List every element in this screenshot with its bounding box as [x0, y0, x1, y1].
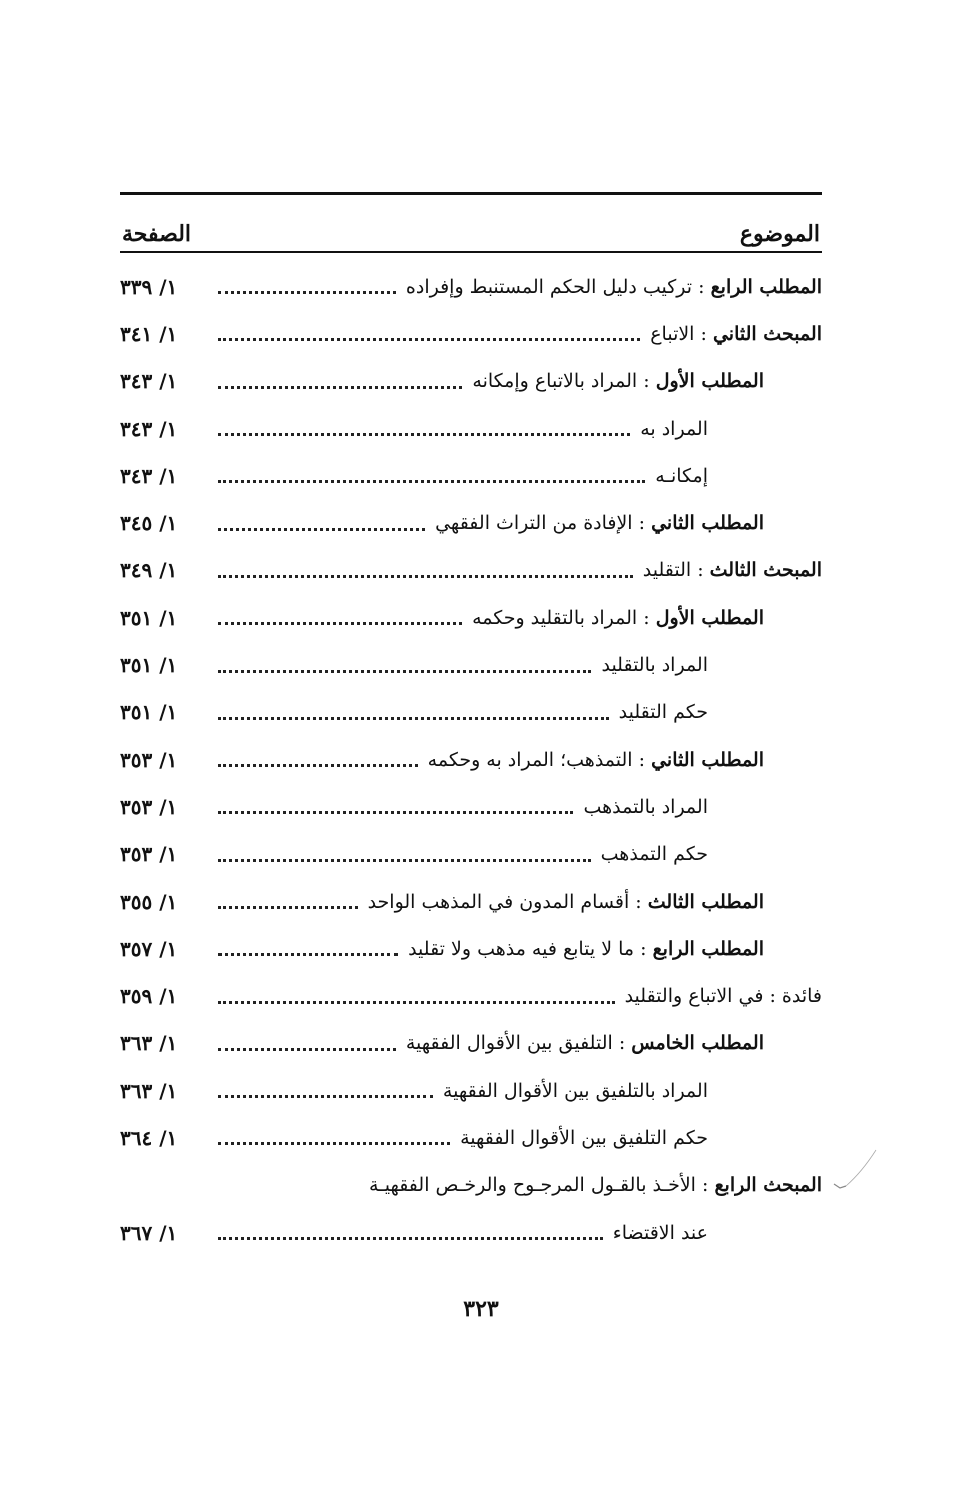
page-ref: ١/ ٣٥٧ — [120, 936, 178, 961]
page-number: ٣٢٣ — [463, 1296, 499, 1322]
entry-separator: : — [634, 937, 653, 960]
dot-leader — [218, 1095, 433, 1098]
toc-row — [120, 831, 822, 878]
dot-leader — [218, 1001, 615, 1004]
toc-entry — [428, 749, 764, 771]
page-ref: ١/ ٣٥٣ — [120, 842, 178, 867]
toc-row — [120, 783, 822, 830]
toc-row — [120, 972, 822, 1019]
entry-label: المطلب الرابع — [652, 937, 764, 960]
entry-label: المبحث الرابع — [714, 1174, 822, 1197]
toc-entry — [601, 654, 708, 676]
entry-label: المطلب الثاني — [651, 512, 764, 535]
dot-leader — [218, 291, 396, 294]
dot-leader — [218, 622, 462, 625]
entry-separator: : — [692, 275, 711, 298]
toc-row — [120, 405, 822, 452]
entry-text: تركيب دليل الحكم المستنبط وإفراده — [405, 275, 693, 298]
toc-entry — [369, 1174, 822, 1196]
dot-leader — [218, 1142, 450, 1145]
dot-leader — [218, 575, 633, 578]
entry-text: الإفادة من التراث الفقهي — [435, 512, 633, 535]
toc-page — [120, 192, 822, 1256]
toc-entry — [655, 465, 708, 487]
entry-text: التقليد — [642, 559, 692, 582]
page-ref: ١/ ٣٦٣ — [120, 1031, 178, 1056]
entry-separator: : — [694, 322, 713, 345]
dot-leader — [218, 859, 591, 862]
toc-entry — [435, 512, 764, 534]
entry-text: فائدة : في الاتباع والتقليد — [624, 985, 822, 1008]
dot-leader — [218, 1048, 396, 1051]
page-ref: ١/ ٣٦٧ — [120, 1220, 178, 1245]
page-ref: ١/ ٣٥١ — [120, 653, 178, 678]
entry-text: المراد بالتلفيق بين الأقوال الفقهية — [442, 1079, 708, 1102]
entry-label: المطلب الثاني — [651, 748, 764, 771]
entry-separator: : — [637, 606, 656, 629]
toc-entry — [443, 1080, 708, 1102]
toc-entry — [619, 701, 708, 723]
dot-leader — [218, 433, 630, 436]
toc-entry — [406, 276, 822, 298]
entry-text: المراد بالتمذهب — [583, 795, 708, 818]
entry-separator: : — [629, 890, 648, 913]
dot-leader — [218, 953, 398, 956]
dot-leader — [218, 906, 358, 909]
entry-text: حكم التمذهب — [600, 843, 708, 866]
page-ref: ١/ ٣٥٥ — [120, 889, 178, 914]
entry-separator: : — [632, 512, 652, 535]
dot-leader — [218, 480, 645, 483]
entry-label: المطلب الخامس — [631, 1032, 764, 1055]
topic-column-header: الموضوع — [739, 221, 820, 247]
dot-leader — [218, 386, 462, 389]
entry-label: المطلب الأول — [655, 606, 764, 629]
pencil-mark-icon — [832, 1148, 878, 1198]
toc-row — [120, 878, 822, 925]
entry-label: المطلب الأول — [655, 370, 764, 393]
entry-text: أقسام المدون في المذهب الواحد — [367, 890, 630, 913]
toc-entry — [408, 938, 764, 960]
toc-row — [120, 358, 822, 405]
toc-row — [120, 499, 822, 546]
entry-text: التمذهب؛ المراد به وحكمه — [427, 748, 633, 771]
toc-row — [120, 1162, 822, 1209]
page-ref: ١/ ٣٤٣ — [120, 416, 178, 441]
toc-row — [120, 1020, 822, 1067]
toc-entry — [368, 891, 764, 913]
dot-leader — [218, 338, 640, 341]
entry-text: حكم التلفيق بين الأقوال الفقهية — [460, 1126, 708, 1149]
entry-label: المطلب الرابع — [710, 275, 822, 298]
toc-entry — [583, 796, 708, 818]
entry-label: المبحث الثالث — [709, 559, 822, 582]
toc-entry — [613, 1222, 708, 1244]
toc-row — [120, 547, 822, 594]
dot-leader — [218, 1237, 603, 1240]
entry-text: المراد بالتقليد وحكمه — [472, 606, 638, 629]
toc-row — [120, 736, 822, 783]
toc-entry — [472, 370, 764, 392]
page-ref: ١/ ٣٥٩ — [120, 984, 178, 1009]
toc-list — [120, 263, 822, 1256]
toc-entry — [625, 985, 822, 1007]
toc-entry — [640, 418, 708, 440]
page-ref: ١/ ٣٦٤ — [120, 1125, 178, 1150]
entry-text: إمكانـه — [655, 464, 708, 487]
page-column-header: الصفحة — [122, 221, 192, 247]
toc-entry — [650, 323, 822, 345]
page-ref: ١/ ٣٤٩ — [120, 558, 178, 583]
page-ref: ١/ ٣٤٣ — [120, 369, 178, 394]
page-ref: ١/ ٣٥٣ — [120, 794, 178, 819]
dot-leader — [218, 764, 418, 767]
entry-text: التلفيق بين الأقوال الفقهية — [405, 1032, 613, 1055]
dot-leader — [218, 670, 591, 673]
toc-entry — [601, 843, 708, 865]
entry-separator: : — [691, 559, 710, 582]
entry-text: عند الاقتضاء — [612, 1221, 708, 1244]
entry-separator: : — [612, 1032, 632, 1055]
page-ref: ١/ ٣٥١ — [120, 605, 178, 630]
page-ref: ١/ ٣٤٣ — [120, 463, 178, 488]
toc-row — [120, 925, 822, 972]
toc-header — [120, 195, 822, 251]
page-ref: ١/ ٣٣٩ — [120, 274, 178, 299]
entry-text: المراد بالاتباع وإمكانه — [472, 370, 638, 393]
entry-text: المراد به — [640, 417, 708, 440]
toc-entry — [460, 1127, 708, 1149]
dot-leader — [218, 717, 609, 720]
toc-entry — [472, 607, 764, 629]
toc-entry — [406, 1032, 764, 1054]
page-ref: ١/ ٣٥٣ — [120, 747, 178, 772]
toc-row — [120, 452, 822, 499]
entry-text: ما لا يتابع فيه مذهب ولا تقليد — [408, 937, 635, 960]
toc-row — [120, 689, 822, 736]
page-ref: ١/ ٣٥١ — [120, 700, 178, 725]
entry-text: الأخـذ بالقـول المرجـوح والرخـص الفقهيـة — [368, 1174, 696, 1197]
header-rule — [120, 251, 822, 253]
toc-row — [120, 263, 822, 310]
page-ref: ١/ ٣٤٥ — [120, 511, 178, 536]
entry-text: حكم التقليد — [618, 701, 708, 724]
entry-separator: : — [632, 748, 652, 771]
entry-separator: : — [637, 370, 656, 393]
toc-row — [120, 641, 822, 688]
entry-text: المراد بالتقليد — [601, 654, 708, 677]
page-ref: ١/ ٣٤١ — [120, 321, 178, 346]
entry-label: المطلب الثالث — [647, 890, 764, 913]
toc-entry — [643, 559, 822, 581]
entry-label: المبحث الثاني — [712, 322, 822, 345]
toc-row — [120, 594, 822, 641]
dot-leader — [218, 811, 573, 814]
toc-row — [120, 1114, 822, 1161]
dot-leader — [218, 528, 425, 531]
toc-row — [120, 310, 822, 357]
toc-row — [120, 1067, 822, 1114]
toc-row — [120, 1209, 822, 1256]
entry-separator: : — [695, 1174, 715, 1197]
entry-text: الاتباع — [650, 322, 695, 345]
page-ref: ١/ ٣٦٣ — [120, 1078, 178, 1103]
